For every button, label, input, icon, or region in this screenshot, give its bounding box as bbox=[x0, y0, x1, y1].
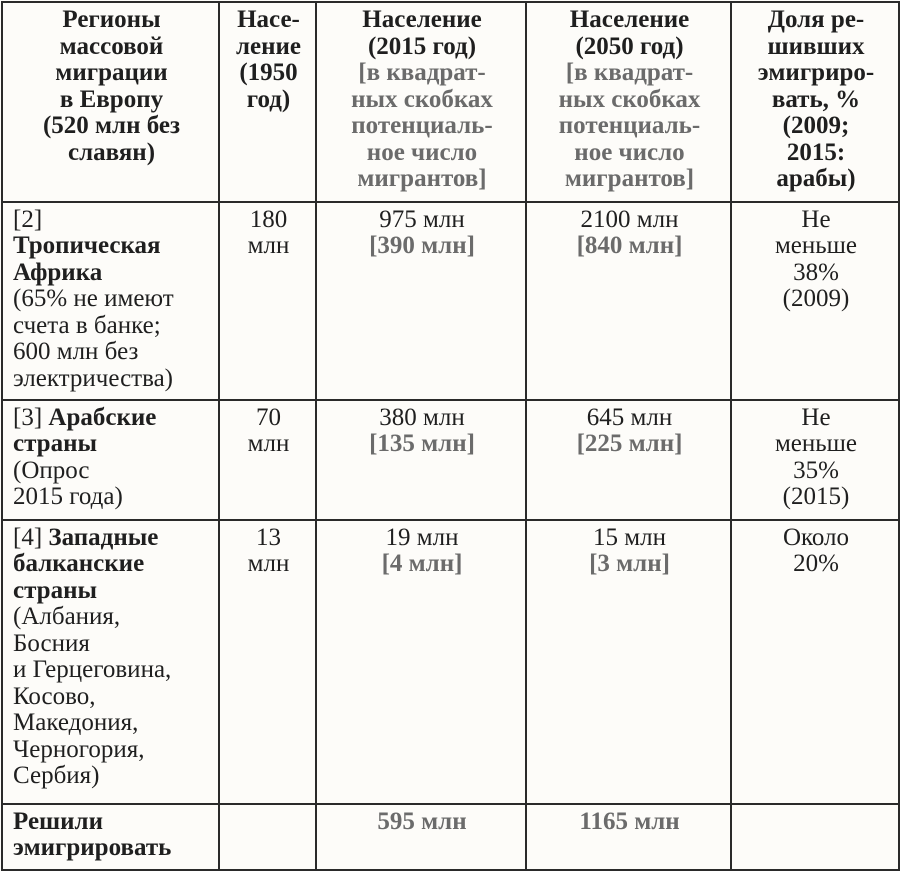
emigration-share-value: Не меньше 38% (2009) bbox=[774, 205, 858, 312]
total-2050-cell bbox=[526, 804, 731, 870]
population-1950-cell bbox=[219, 520, 316, 804]
total-empty-cell bbox=[219, 804, 316, 870]
table-row bbox=[2, 400, 899, 520]
header-population-2015 bbox=[316, 2, 526, 202]
emigration-share-cell bbox=[731, 202, 899, 400]
potential-migrants-2015: [135 млн] bbox=[369, 430, 475, 457]
emigration-share-value: Не меньше 35% (2015) bbox=[774, 403, 858, 510]
header-population-2050-label: Население (2050 год) bbox=[569, 6, 690, 60]
population-2015-value: 380 млн bbox=[379, 403, 465, 431]
migration-table bbox=[1, 1, 900, 871]
potential-migrants-2050: [3 млн] bbox=[589, 550, 670, 577]
region-cell bbox=[2, 202, 219, 400]
region-note: (Опрос 2015 года) bbox=[13, 456, 123, 510]
potential-migrants-2015: [390 млн] bbox=[369, 232, 475, 259]
population-2050-value: 2100 млн bbox=[580, 205, 679, 233]
total-row bbox=[2, 804, 899, 870]
population-2050-cell bbox=[526, 520, 731, 804]
region-cell bbox=[2, 400, 219, 520]
region-note: (65% не имеют счета в банке; 600 млн без электричества) bbox=[13, 285, 174, 392]
table-row bbox=[2, 202, 899, 400]
table-row bbox=[2, 520, 899, 804]
potential-migrants-2050: [840 млн] bbox=[576, 232, 683, 259]
total-empty-share-cell bbox=[731, 804, 899, 870]
population-2015-cell bbox=[316, 520, 526, 804]
total-2050-value: 1165 млн bbox=[579, 807, 680, 835]
header-population-2050 bbox=[526, 2, 731, 202]
region-cell bbox=[2, 520, 219, 804]
population-2015-value: 19 млн bbox=[385, 523, 459, 551]
header-population-1950-label: Насе- ление (1950 год) bbox=[235, 6, 302, 113]
population-2015-value: 975 млн bbox=[379, 205, 465, 233]
potential-migrants-2015: [4 млн] bbox=[381, 550, 463, 577]
region-number: [4] bbox=[13, 523, 43, 551]
total-label: Решили эмигрировать bbox=[13, 807, 172, 861]
region-number: [2] bbox=[13, 205, 43, 233]
total-label-cell bbox=[2, 804, 219, 870]
region-note: (Албания, Босния и Герцеговина, Косово, Македония, Черногория, Сербия) bbox=[13, 603, 172, 789]
population-1950-cell bbox=[219, 202, 316, 400]
population-1950-value: 70 млн bbox=[247, 403, 290, 457]
population-2050-cell bbox=[526, 400, 731, 520]
emigration-share-cell bbox=[731, 400, 899, 520]
region-name: Западные балканские страны bbox=[13, 523, 159, 604]
population-2050-cell bbox=[526, 202, 731, 400]
emigration-share-cell bbox=[731, 520, 899, 804]
header-regions-label: Регионы массовой миграции в Европу (520 млн без славян) bbox=[42, 6, 181, 166]
region-name: Арабские страны bbox=[13, 403, 157, 457]
total-2015-cell bbox=[316, 804, 526, 870]
population-1950-value: 180 млн bbox=[247, 205, 290, 259]
header-population-1950 bbox=[219, 2, 316, 202]
population-2050-value: 15 млн bbox=[593, 523, 666, 551]
header-regions bbox=[2, 2, 219, 202]
population-2015-cell bbox=[316, 202, 526, 400]
region-number: [3] bbox=[13, 403, 43, 431]
population-2015-cell bbox=[316, 400, 526, 520]
header-emigration-share bbox=[731, 2, 899, 202]
header-population-2015-note: [в квадрат- ных скобках потенциаль- ное число мигрантов] bbox=[351, 59, 493, 192]
header-population-2050-note: [в квадрат- ных скобках потенциаль- ное число мигрантов] bbox=[558, 59, 701, 192]
population-1950-value: 13 млн bbox=[247, 523, 290, 577]
region-name: Тропическая Африка bbox=[13, 232, 161, 286]
header-emigration-share-label: Доля ре- шивших эмигриро- вать, % (2009; 2015: арабы) bbox=[757, 6, 875, 192]
population-2050-value: 645 млн bbox=[586, 403, 673, 431]
potential-migrants-2050: [225 млн] bbox=[576, 430, 683, 457]
header-population-2015-label: Население (2015 год) bbox=[362, 6, 482, 60]
population-1950-cell bbox=[219, 400, 316, 520]
total-2015-value: 595 млн bbox=[377, 807, 467, 835]
emigration-share-value: Около 20% bbox=[782, 523, 850, 577]
table-header-row bbox=[2, 2, 899, 202]
